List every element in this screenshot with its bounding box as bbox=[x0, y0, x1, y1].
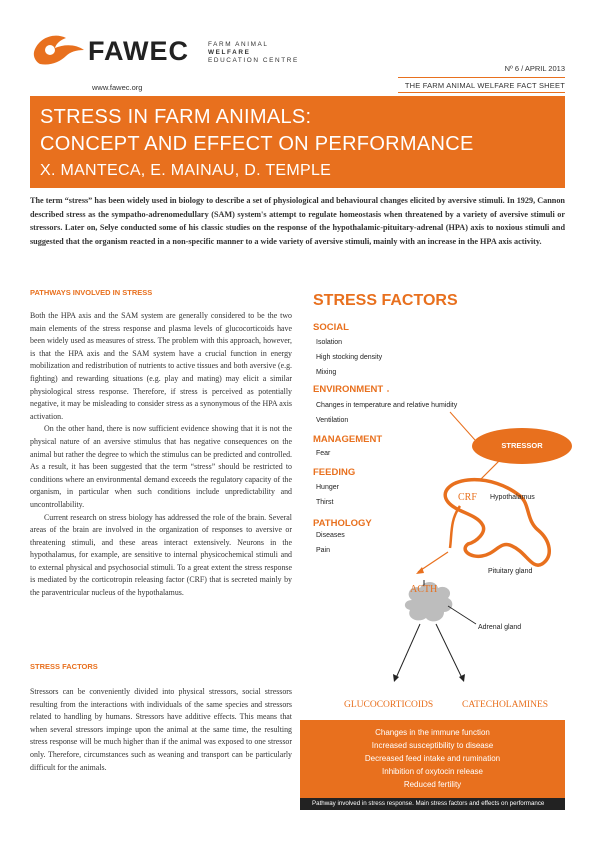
factors-paragraph-1: Stressors can be conveniently divided into physical stressors, social stressors resulting from the interactions with individuals of the same species and stressors related to handling by humans. Stressors have additive effects. This means that when several stressors impinge upon the animal at the same time, the resulting stress response will be much higher than if the animal was exposed to one stressor only. Therefore, circumstances such as weaning and transport can be particularly difficult for the animals. bbox=[30, 687, 292, 772]
effect-item: Reduced fertility bbox=[403, 780, 462, 789]
factor-item: Thirst bbox=[316, 499, 334, 506]
arrow-glucocorticoids bbox=[396, 624, 420, 678]
category-feeding: FEEDING bbox=[313, 467, 356, 478]
pituitary-stalk bbox=[450, 506, 460, 548]
category-management: MANAGEMENT bbox=[313, 434, 383, 445]
factor-item: Isolation bbox=[316, 339, 343, 346]
title-line-1: STRESS IN FARM ANIMALS: bbox=[40, 106, 312, 128]
acth-label: ACTH bbox=[410, 584, 438, 595]
category-pathology: PATHOLOGY bbox=[313, 518, 372, 529]
figure-title: STRESS FACTORS bbox=[313, 292, 458, 309]
factor-item: Fear bbox=[316, 450, 331, 457]
effect-item: Inhibition of oxytocin release bbox=[382, 767, 483, 776]
website-link[interactable]: www.fawec.org bbox=[92, 83, 143, 92]
catecholamines-label: CATECHOLAMINES bbox=[462, 700, 549, 710]
fawec-logo-icon bbox=[30, 30, 88, 70]
arrow-to-adrenal-label bbox=[448, 606, 476, 624]
factor-item: Mixing bbox=[316, 369, 337, 376]
adrenal-label: Adrenal gland bbox=[478, 624, 522, 631]
effect-item: Changes in the immune function bbox=[375, 728, 490, 737]
factor-item: Changes in temperature and relative humidity bbox=[316, 402, 458, 409]
intro-paragraph: The term “stress” has been widely used in biology to describe a set of physiological and behavioural changes elicited by aversive stimuli. In 1929, Cannon described stress as the sympatho-adrenomedullary (SAM) system's attempt to regulate homeostasis when threatened by a variety of aversive stimuli or stressors. Later on, Selye conducted some of his classic studies on the response of the hypothalamic-pituitary-adrenal (HPA) axis to noxious stimuli and suggested that the organism reacted in a non-specific manner to a wide variety of aversive stimuli, mainly with an increase in the HPA axis activity. bbox=[30, 196, 565, 246]
effects-box bbox=[300, 720, 565, 803]
glucocorticoids-label: GLUCOCORTICOIDS bbox=[344, 700, 434, 710]
crf-label: CRF bbox=[458, 492, 477, 503]
pathways-paragraph-2: On the other hand, there is now sufficient evidence showing that it is not the physical nature of an aversive stimulus that has negative consequences on the animal but rather the degree to which the stimulus can be predicted and controlled. As a result, it has been suggested that the term “stress” should be restricted to conditions where an environmental demand exceeds the regulatory capacity of the organism, in particular when such conditions include unpredictability and uncontrollability. bbox=[30, 424, 292, 509]
logo-subtitle: FARM ANIMAL WELFARE EDUCATION CENTRE bbox=[208, 41, 299, 65]
pathways-paragraph-1: Both the HPA axis and the SAM system are generally considered to be the two main elements of the stress response and plasma levels of glucocorticoids have been widely used as measures of stress. The problem with this approach, however, is that the HPA axis and the SAM system have a crucial function in energy mobilization and redistribution of nutrients to active tissues and both aversive (e.g. fighting) and rewarding situations (e.g. play and mating) may elicit a similar physiological stress response. Therefore, if stress is perceived as potentially negative, it may be misleading to consider stress as a synonymous of the HPA axis activation. bbox=[30, 311, 292, 421]
pathways-paragraph-3: Current research on stress biology has addressed the role of the brain. Several areas of the brain are involved in the organization of responses to aversive or threatening stimuli, and these areas interact extensively. Neurons in the hypothalamus, for example, are sensitive to internal physicochemical stimuli and to external physical and psychosocial stimuli. To a great extent the stress response is mediated by the corticotropin releasing factor (CRF) that is secreted mainly by the paraventricular nucleus of the hypothalamus. bbox=[30, 512, 292, 598]
section-heading-pathways: PATHWAYS INVOLVED IN STRESS bbox=[30, 288, 153, 297]
header-divider bbox=[398, 77, 565, 78]
issue-number: Nº 6 / APRIL 2013 bbox=[504, 64, 565, 73]
category-environment: ENVIRONMENT bbox=[313, 384, 384, 395]
effect-item: Decreased feed intake and rumination bbox=[364, 754, 501, 763]
factor-item: Pain bbox=[316, 547, 331, 554]
connector-line bbox=[388, 390, 475, 440]
arrow-stressor-crf bbox=[480, 460, 500, 480]
category-social: SOCIAL bbox=[313, 322, 349, 333]
authors: X. MANTECA, E. MAINAU, D. TEMPLE bbox=[40, 162, 332, 179]
figure-caption: Pathway involved in stress response. Main stress factors and effects on performance bbox=[300, 798, 565, 810]
series-title: THE FARM ANIMAL WELFARE FACT SHEET bbox=[404, 81, 565, 90]
pathways-body bbox=[30, 310, 292, 600]
factor-item: Hunger bbox=[316, 484, 339, 491]
logo-wordmark: FAWEC bbox=[88, 36, 190, 66]
factor-item: Ventilation bbox=[316, 417, 349, 424]
section-heading-factors: STRESS FACTORS bbox=[30, 662, 98, 671]
header-divider-2 bbox=[398, 92, 565, 93]
arrow-catecholamines bbox=[436, 624, 462, 678]
pituitary-label: Pituitary gland bbox=[488, 568, 533, 575]
stressor-ellipse: STRESSOR bbox=[472, 428, 572, 464]
hypothalamus-label: Hypothalamus bbox=[490, 494, 535, 501]
factors-body bbox=[30, 686, 292, 774]
effect-item: Increased susceptibility to disease bbox=[371, 741, 494, 750]
title-banner bbox=[30, 96, 565, 188]
title-line-2: CONCEPT AND EFFECT ON PERFORMANCE bbox=[40, 133, 474, 155]
factor-item: Diseases bbox=[316, 532, 345, 539]
factor-item: High stocking density bbox=[316, 354, 383, 361]
